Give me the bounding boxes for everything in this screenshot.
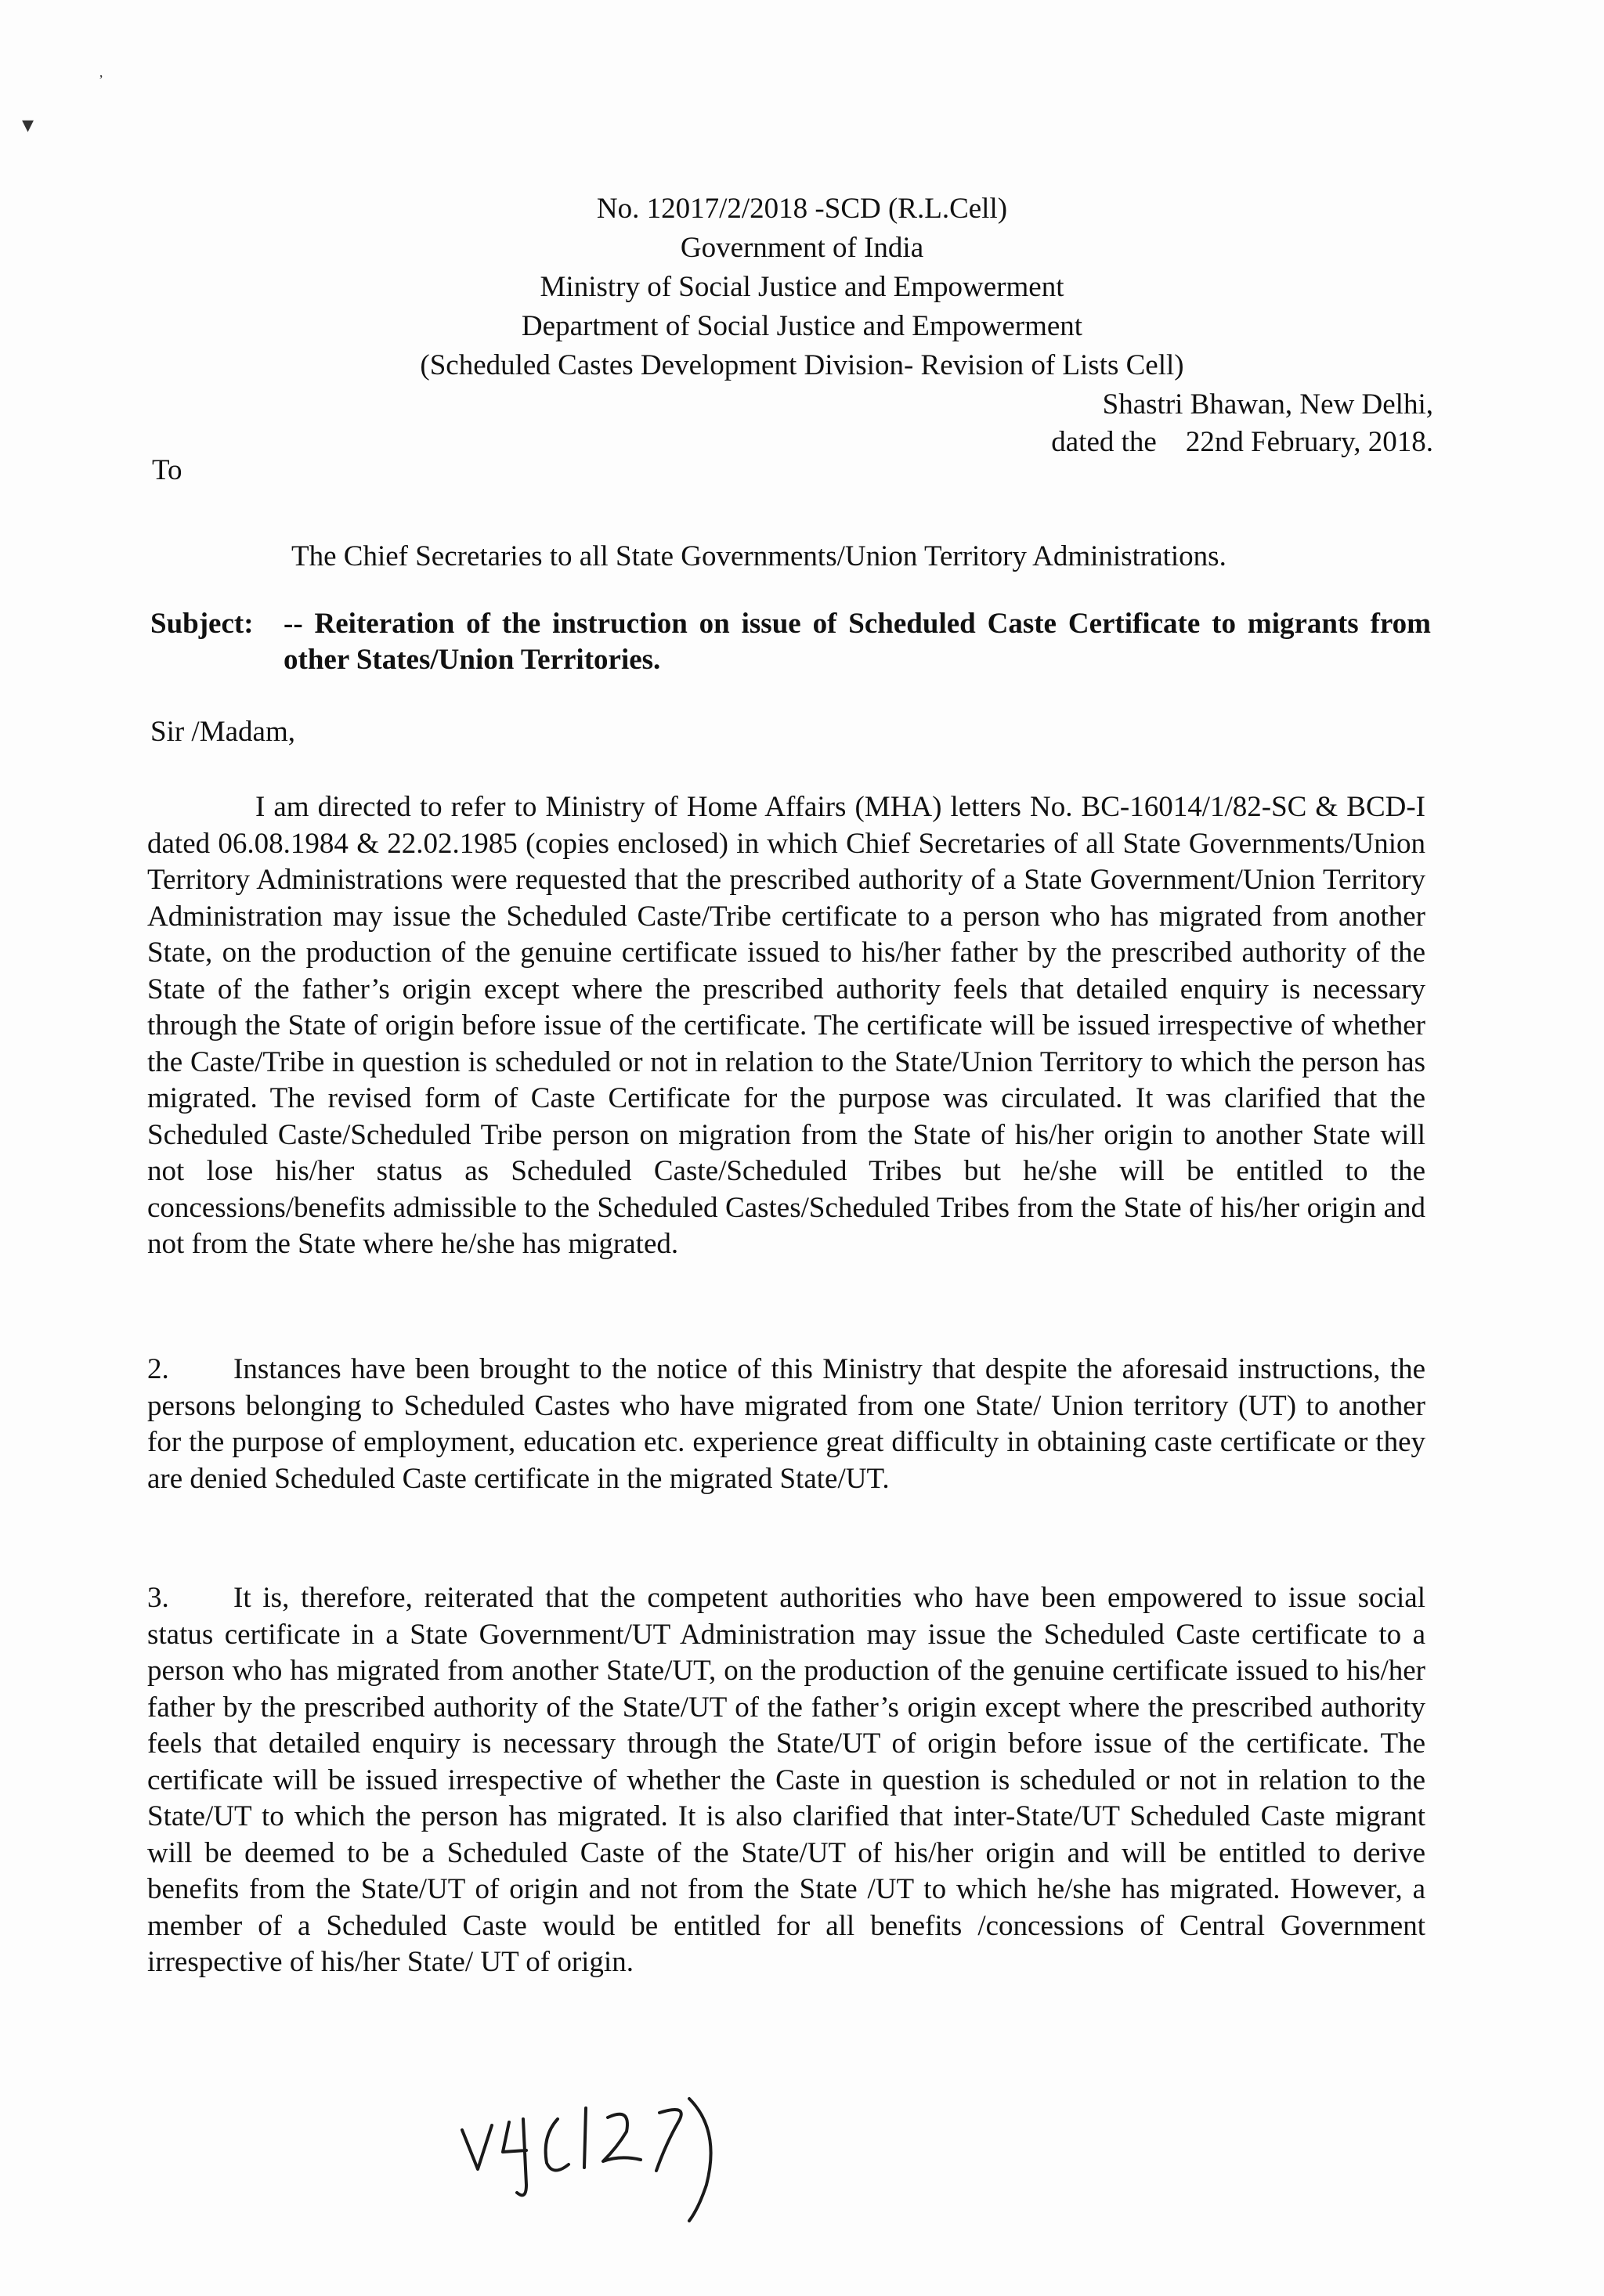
- letter-date: dated the 22nd February, 2018.: [1051, 426, 1433, 458]
- government-name: Government of India: [680, 232, 924, 264]
- file-number: No. 12017/2/2018 -SCD (R.L.Cell): [596, 193, 1008, 225]
- paragraph-2: [147, 1352, 1425, 1497]
- division-name: (Scheduled Castes Development Division- Revision of Lists Cell): [420, 349, 1184, 381]
- paragraph-1-text: I am directed to refer to Ministry of Home Affairs (MHA) letters No. BC-16014/1/82-SC & BCD-I dated 06.08.1984 & 22.02.1985 (copies enclosed) in which Chief Secretaries of all State Governments/Union Territory Administrations were requested that the prescribed authority of a State Government/Union Territory Administration may issue the Scheduled Caste/Tribe certificate to a person who has migrated from another State, on the production of the genuine certificate issued to his/her father by the prescribed authority of the State of the father’s origin except where the prescribed authority feels that detailed enquiry is necessary through the State of origin before issue of the certificate. The certificate will be issued irrespective of whether the Caste/Tribe in question is scheduled or not in relation to the State/Union Territory to which the person has migrated. The revised form of Caste Certificate for the purpose was circulated. It was clarified that the Scheduled Caste/Scheduled Tribe person on migration from the State of his/her origin to another State will not lose his/her status as Scheduled Caste/Scheduled Tribes but he/she will be entitled to the concessions/benefits admissible to the Scheduled Castes/Scheduled Tribes from the State of his/her origin and not from the State where he/she has migrated.: [147, 791, 1425, 1260]
- to-label: To: [152, 454, 182, 486]
- paragraph-2-number: 2.: [147, 1353, 169, 1385]
- subject-text: -- Reiteration of the instruction on issue of Scheduled Caste Certificate to migrants from other States/Union Territories.: [284, 608, 1431, 676]
- salutation: Sir /Madam,: [150, 716, 295, 748]
- paragraph-2-text: Instances have been brought to the notice of this Ministry that despite the aforesaid instructions, the persons belonging to Scheduled Castes who have migrated from one State/ Union territory (UT) to another for the purpose of employment, education etc. experience great difficulty in obtaining caste certificate or they are denied Scheduled Caste certificate in the migrated State/UT.: [147, 1353, 1425, 1495]
- department-name: Department of Social Justice and Empowerment: [521, 310, 1083, 342]
- paragraph-1: [147, 789, 1425, 1263]
- addressee: The Chief Secretaries to all State Governments/Union Territory Administrations.: [291, 540, 1226, 572]
- place: Shastri Bhawan, New Delhi,: [1102, 388, 1433, 421]
- paragraph-3-text: It is, therefore, reiterated that the competent authorities who have been empowered to issue social status certificate in a State Government/UT Administration may issue the Scheduled Caste certificate to a person who has migrated from another State/UT, on the production of the genuine certificate issued to his/her father by the prescribed authority of the State/UT of the father’s origin except where the prescribed authority feels that detailed enquiry is necessary through the State/UT of origin before issue of the certificate. The certificate will be issued irrespective of whether the Caste in question is scheduled or not in relation to the State/UT to which the person has migrated. It is also clarified that inter-State/UT Scheduled Caste migrant will be deemed to be a Scheduled Caste of the State/UT of his/her origin and will be entitled to derive benefits from the State/UT of origin and not from the State /UT to which he/she has migrated. However, a member of a Scheduled Caste would be entitled for all benefits /concessions of Central Government irrespective of his/her State/ UT of origin.: [147, 1582, 1425, 1978]
- ministry-name: Ministry of Social Justice and Empowerment: [540, 271, 1064, 303]
- subject-label: Subject:: [150, 608, 254, 640]
- handwritten-signature: [454, 2075, 783, 2232]
- scan-mark: ’: [99, 72, 103, 88]
- paragraph-3-number: 3.: [147, 1582, 169, 1614]
- scan-mark: ▾: [22, 112, 34, 138]
- paragraph-3: [147, 1580, 1425, 1981]
